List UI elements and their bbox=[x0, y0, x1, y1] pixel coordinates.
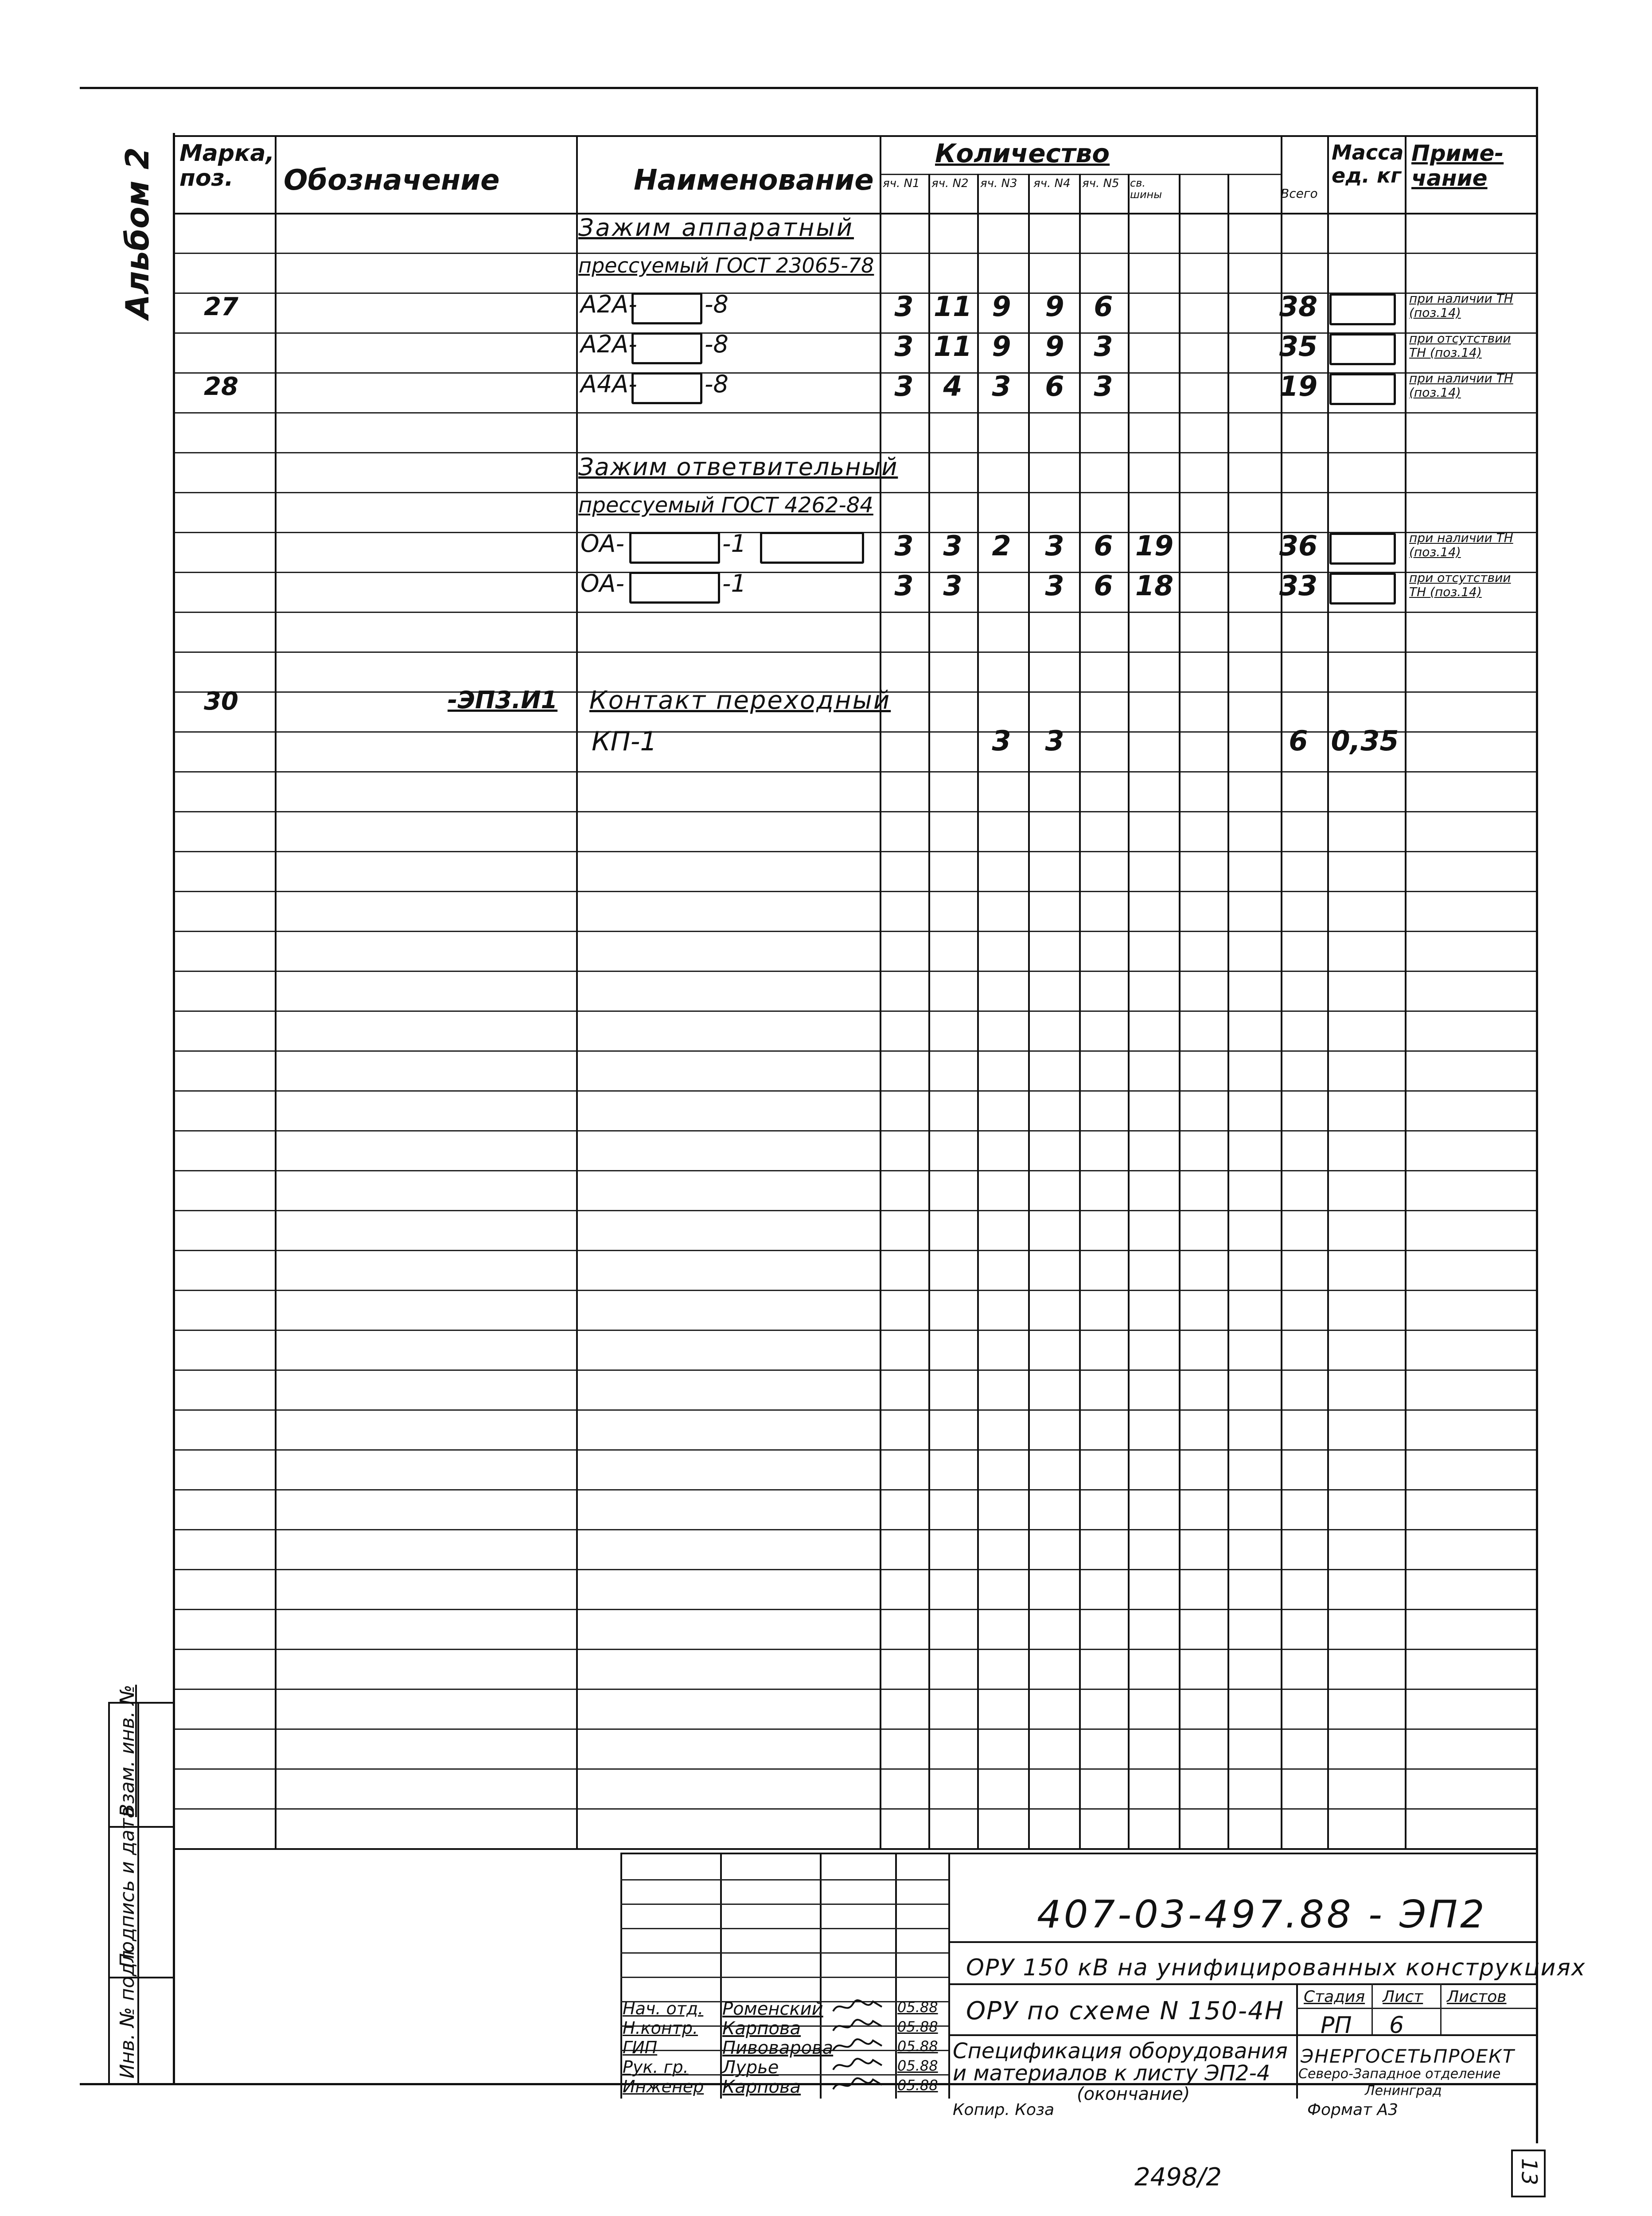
table-column-line bbox=[1079, 174, 1081, 1848]
row-5-name-prefix: А4А- bbox=[581, 370, 637, 398]
row-3-name-suffix: -8 bbox=[705, 290, 729, 318]
table-row-line bbox=[175, 931, 1536, 932]
table-row-line bbox=[175, 811, 1536, 812]
signer-name: Карпова bbox=[722, 2018, 801, 2039]
row-14-q3: 3 bbox=[992, 725, 1011, 757]
header-vsego: Всего bbox=[1281, 186, 1318, 201]
tb-code-bottom bbox=[948, 1941, 1536, 1943]
signer-name: Роменский bbox=[722, 1999, 823, 2019]
row-9-q3: 2 bbox=[992, 530, 1011, 562]
table-row-line bbox=[175, 851, 1536, 852]
table-row-line bbox=[175, 1728, 1536, 1730]
row-2-name: прессуемый ГОСТ 23065-78 bbox=[578, 254, 874, 277]
table-column-line bbox=[880, 135, 881, 1848]
row-3-q3: 9 bbox=[992, 290, 1011, 323]
row-10-name-suffix: -1 bbox=[722, 570, 746, 597]
table-row-line bbox=[175, 1290, 1536, 1291]
row-5-q4: 6 bbox=[1045, 370, 1064, 402]
tb-sig-row-line bbox=[620, 1928, 948, 1929]
table-column-line bbox=[1405, 135, 1407, 1848]
header-yach3: яч. N3 bbox=[980, 177, 1017, 190]
row-3-q1: 3 bbox=[894, 290, 914, 323]
row-9-blank-box-2 bbox=[760, 532, 864, 564]
row-14-total: 6 bbox=[1289, 725, 1308, 757]
row-4-q3: 9 bbox=[992, 330, 1011, 363]
row-10-q1: 3 bbox=[894, 570, 914, 602]
table-row-line bbox=[175, 1050, 1536, 1052]
table-header-bottom-line bbox=[175, 213, 1536, 215]
table-row-line bbox=[175, 1689, 1536, 1690]
row-4-q5: 3 bbox=[1094, 330, 1113, 363]
tb-sig-col-line bbox=[895, 1853, 897, 2099]
header-yach2: яч. N2 bbox=[931, 177, 969, 190]
header-yach1: яч. N1 bbox=[883, 177, 920, 190]
frame-right-line bbox=[1536, 87, 1538, 2143]
row-10-note: при отсутствии ТН (поз.14) bbox=[1409, 570, 1511, 599]
org-1: ЭНЕРГОСЕТЬПРОЕКТ bbox=[1301, 2045, 1515, 2067]
kopiroval: Копир. Коза bbox=[953, 2101, 1055, 2119]
row-10-total: 33 bbox=[1279, 570, 1318, 602]
row-9-name-suffix: -1 bbox=[722, 530, 746, 558]
table-column-line bbox=[928, 174, 930, 1848]
row-9-mass-box bbox=[1329, 533, 1396, 565]
row-4-q4: 9 bbox=[1045, 330, 1064, 363]
row-14-q4: 3 bbox=[1045, 725, 1064, 757]
format: Формат А3 bbox=[1307, 2101, 1399, 2119]
table-row-line bbox=[175, 1768, 1536, 1770]
row-5-note: при наличии ТН (поз.14) bbox=[1409, 371, 1513, 400]
table-row-line bbox=[175, 1090, 1536, 1092]
corner-box bbox=[1511, 2150, 1546, 2197]
table-row-line bbox=[175, 1609, 1536, 1610]
vzam-inv-label: Взам. инв. № bbox=[116, 1685, 139, 1817]
table-row-line bbox=[175, 1170, 1536, 1171]
binding-margin-line bbox=[108, 1702, 110, 2085]
row-4-mass-box bbox=[1329, 333, 1396, 365]
row-9-blank-box bbox=[629, 532, 720, 564]
header-yach5: яч. N5 bbox=[1082, 177, 1119, 190]
tb-sig-row-line bbox=[620, 1952, 948, 1954]
row-5-name-suffix: -8 bbox=[705, 370, 729, 398]
table-column-line bbox=[1179, 174, 1181, 1848]
table-row-line bbox=[175, 891, 1536, 892]
table-row-line bbox=[175, 1808, 1536, 1810]
row-1-name: Зажим аппаратный bbox=[578, 214, 854, 242]
header-naimenovanie: Наименование bbox=[634, 164, 874, 197]
row-10-q6: 18 bbox=[1135, 570, 1174, 602]
row-5-q2: 4 bbox=[943, 370, 962, 402]
row-3-note: при наличии ТН (поз.14) bbox=[1409, 291, 1513, 320]
project-title: ОРУ 150 кВ на унифицированных конструкциях bbox=[966, 1955, 1586, 1981]
album-label: Альбом 2 bbox=[119, 147, 156, 319]
table-top-line bbox=[175, 135, 1536, 137]
header-oboznachenie: Обозначение bbox=[284, 164, 500, 197]
sheet-title-3: (окончание) bbox=[1077, 2084, 1190, 2104]
table-row-line bbox=[175, 1409, 1536, 1411]
row-10-q4: 3 bbox=[1045, 570, 1064, 602]
frame-bottom-line bbox=[80, 2083, 1538, 2085]
row-3-pos: 27 bbox=[204, 293, 238, 321]
table-row-line bbox=[175, 1250, 1536, 1251]
header-kolichestvo: Количество bbox=[935, 138, 1110, 168]
row-13-oboz: -ЭП3.И1 bbox=[448, 686, 558, 714]
row-9-q2: 3 bbox=[943, 530, 962, 562]
row-3-mass-box bbox=[1329, 293, 1396, 325]
row-5-pos: 28 bbox=[204, 372, 238, 401]
signer-date: 05.88 bbox=[897, 2057, 938, 2074]
tb-sig-row-line bbox=[620, 1879, 948, 1880]
list-value: 6 bbox=[1389, 2012, 1404, 2039]
signer-name: Лурье bbox=[722, 2057, 779, 2078]
row-3-name-prefix: А2А- bbox=[581, 290, 637, 318]
tb-stage-left bbox=[1296, 1983, 1298, 2099]
table-column-line bbox=[1128, 174, 1130, 1848]
tb-stage-col bbox=[1371, 1983, 1373, 2034]
table-row-line bbox=[175, 1010, 1536, 1012]
corner-number: 13 bbox=[1516, 2158, 1542, 2185]
sheet-title-1: Спецификация оборудования bbox=[953, 2039, 1288, 2064]
tb-sig-row-line bbox=[620, 1977, 948, 1978]
header-marka bbox=[179, 141, 273, 191]
row-4-name-suffix: -8 bbox=[705, 330, 729, 358]
row-10-blank-box bbox=[629, 572, 720, 604]
signature-scribble bbox=[831, 2056, 884, 2077]
signature-scribble bbox=[831, 1997, 884, 2018]
list-label: Лист bbox=[1383, 1988, 1423, 2006]
row-4-q2: 11 bbox=[933, 330, 972, 363]
row-4-note: при отсутствии ТН (поз.14) bbox=[1409, 331, 1511, 360]
header-marka-text: Марка, поз. bbox=[179, 140, 275, 191]
signer-role: Рук. гр. bbox=[623, 2057, 689, 2077]
row-8-name: прессуемый ГОСТ 4262-84 bbox=[578, 493, 873, 518]
header-yach4: яч. N4 bbox=[1033, 177, 1071, 190]
table-column-line bbox=[977, 174, 979, 1848]
row-9-q5: 6 bbox=[1094, 530, 1113, 562]
signer-date: 05.88 bbox=[897, 2077, 938, 2094]
footer-number: 2498/2 bbox=[1134, 2163, 1222, 2192]
tb-list-col bbox=[1440, 1983, 1442, 2034]
table-row-line bbox=[175, 1130, 1536, 1131]
table-row-line bbox=[175, 1489, 1536, 1490]
table-row-line bbox=[175, 1569, 1536, 1570]
table-row-line bbox=[175, 1369, 1536, 1371]
signer-name: Пивоварова bbox=[722, 2038, 834, 2058]
frame-left-line bbox=[173, 133, 175, 2085]
row-9-total: 36 bbox=[1279, 530, 1318, 562]
table-row-line bbox=[175, 771, 1536, 772]
signature-scribble bbox=[831, 2036, 884, 2057]
tb-stage-header-bottom bbox=[1296, 2008, 1536, 2009]
header-massa: Масса ед. кг bbox=[1332, 140, 1404, 187]
table-column-line bbox=[1227, 174, 1229, 1848]
table-bottom-line bbox=[175, 1848, 1536, 1850]
row-5-mass-box bbox=[1329, 373, 1396, 405]
inv-podl-label: Инв. № подл. bbox=[116, 1944, 139, 2079]
header-primechanie: Приме- чание bbox=[1411, 140, 1504, 191]
header-shiny: св. шины bbox=[1130, 177, 1162, 201]
table-row-line bbox=[175, 1649, 1536, 1650]
table-row-line bbox=[175, 971, 1536, 972]
table-column-line bbox=[576, 135, 578, 1848]
row-14-name: КП-1 bbox=[592, 726, 657, 757]
row-9-name-prefix: ОА- bbox=[581, 530, 624, 558]
tb-sig-row-line bbox=[620, 1904, 948, 1905]
row-5-total: 19 bbox=[1279, 370, 1318, 402]
row-10-q2: 3 bbox=[943, 570, 962, 602]
org-2: Северо-Западное отделение bbox=[1298, 2066, 1501, 2082]
signer-role: Нач. отд. bbox=[623, 1999, 704, 2018]
row-10-q5: 6 bbox=[1094, 570, 1113, 602]
row-5-q1: 3 bbox=[894, 370, 914, 402]
stadiya-value: РП bbox=[1321, 2012, 1352, 2039]
row-4-total: 35 bbox=[1279, 330, 1318, 363]
row-10-mass-box bbox=[1329, 573, 1396, 605]
signer-name: Карпова bbox=[722, 2077, 801, 2097]
table-row-line bbox=[175, 412, 1536, 414]
scheme-title: ОРУ по схеме N 150-4Н bbox=[966, 1997, 1284, 2025]
frame-top-line bbox=[80, 87, 1538, 89]
signer-role: ГИП bbox=[623, 2038, 658, 2057]
org-3: Ленинград bbox=[1365, 2083, 1442, 2099]
tb-sig-col-line bbox=[720, 1853, 722, 2099]
table-row-line bbox=[175, 1529, 1536, 1530]
row-7-name: Зажим ответвительный bbox=[578, 453, 898, 481]
row-9-note: при наличии ТН (поз.14) bbox=[1409, 531, 1513, 559]
row-14-mass: 0,35 bbox=[1331, 725, 1399, 757]
tb-project-bottom bbox=[948, 1983, 1536, 1985]
row-3-blank-box bbox=[631, 293, 702, 324]
row-3-q2: 11 bbox=[933, 290, 972, 323]
podpis-data-label: Подпись и дата bbox=[116, 1806, 139, 1968]
table-column-line bbox=[1028, 174, 1030, 1848]
row-5-blank-box bbox=[631, 372, 702, 404]
signature-scribble bbox=[831, 2017, 884, 2038]
row-9-q6: 19 bbox=[1135, 530, 1174, 562]
row-5-q5: 3 bbox=[1094, 370, 1113, 402]
tb-scheme-bottom bbox=[948, 2034, 1536, 2036]
table-column-line bbox=[275, 135, 277, 1848]
listov-label: Листов bbox=[1447, 1988, 1507, 2006]
signer-role: Н.контр. bbox=[623, 2018, 698, 2038]
row-13-pos: 30 bbox=[204, 687, 238, 716]
row-3-q5: 6 bbox=[1094, 290, 1113, 323]
doc-code: 407-03-497.88 - ЭП2 bbox=[1037, 1892, 1487, 1937]
table-row-line bbox=[175, 1449, 1536, 1451]
table-row-line bbox=[175, 1210, 1536, 1211]
row-13-name: Контакт переходный bbox=[589, 686, 891, 715]
row-4-name-prefix: А2А- bbox=[581, 330, 637, 358]
row-9-q1: 3 bbox=[894, 530, 914, 562]
table-row-line bbox=[175, 612, 1536, 613]
row-10-name-prefix: ОА- bbox=[581, 570, 624, 597]
row-3-q4: 9 bbox=[1045, 290, 1064, 323]
signer-date: 05.88 bbox=[897, 2018, 938, 2035]
table-row-line bbox=[175, 652, 1536, 653]
row-9-q4: 3 bbox=[1045, 530, 1064, 562]
tb-sig-col-line bbox=[948, 1853, 950, 2099]
row-4-blank-box bbox=[631, 332, 702, 364]
tb-sig-col-line bbox=[820, 1853, 822, 2099]
row-3-total: 38 bbox=[1279, 290, 1318, 323]
stadiya-label: Стадия bbox=[1304, 1988, 1365, 2006]
table-column-line bbox=[1327, 135, 1329, 1848]
signer-date: 05.88 bbox=[897, 1999, 938, 2016]
row-4-q1: 3 bbox=[894, 330, 914, 363]
table-row-line bbox=[175, 1330, 1536, 1331]
row-5-q3: 3 bbox=[992, 370, 1011, 402]
signer-date: 05.88 bbox=[897, 2038, 938, 2055]
tb-left-line bbox=[620, 1853, 622, 2099]
signer-role: Инженер bbox=[623, 2077, 704, 2096]
tb-top bbox=[620, 1853, 1536, 1854]
sheet-title-2: и материалов к листу ЭП2-4 bbox=[953, 2061, 1270, 2086]
signature-scribble bbox=[831, 2075, 884, 2096]
